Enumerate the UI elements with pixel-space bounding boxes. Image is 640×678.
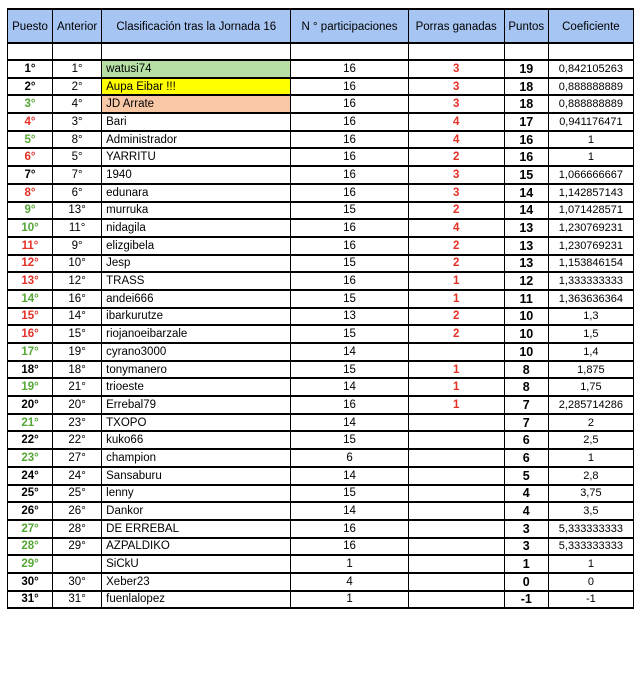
table-row (8, 113, 634, 131)
puntos-cell: 10 (504, 343, 548, 361)
player-name-cell: Bari (102, 113, 291, 131)
puesto-cell: 12° (8, 255, 53, 273)
coeficiente-cell: 1,333333333 (548, 272, 633, 290)
table-row (8, 325, 634, 343)
header-puesto: Puesto (8, 9, 53, 43)
table-row (8, 255, 634, 273)
standings-body (8, 60, 634, 608)
player-name-cell: cyrano3000 (102, 343, 291, 361)
participaciones-cell: 16 (291, 396, 408, 414)
puntos-cell: 6 (504, 431, 548, 449)
table-row (8, 166, 634, 184)
participaciones-cell: 16 (291, 237, 408, 255)
anterior-cell: 1° (53, 60, 102, 78)
coeficiente-cell: 1 (548, 449, 633, 467)
participaciones-cell: 1 (291, 555, 408, 573)
porras-ganadas-cell: 1 (408, 290, 504, 308)
anterior-cell: 14° (53, 308, 102, 326)
puntos-cell: 6 (504, 449, 548, 467)
puntos-cell: 15 (504, 166, 548, 184)
spacer-cell (408, 43, 504, 60)
coeficiente-cell: 0,888888889 (548, 78, 633, 96)
puntos-cell: 13 (504, 219, 548, 237)
puesto-cell: 8° (8, 184, 53, 202)
player-name-cell: TRASS (102, 272, 291, 290)
participaciones-cell: 14 (291, 502, 408, 520)
anterior-cell: 5° (53, 148, 102, 166)
player-name-cell: lenny (102, 485, 291, 503)
coeficiente-cell: 1,142857143 (548, 184, 633, 202)
anterior-cell: 4° (53, 95, 102, 113)
anterior-cell: 29° (53, 538, 102, 556)
puesto-cell: 17° (8, 343, 53, 361)
participaciones-cell: 15 (291, 255, 408, 273)
puntos-cell: 12 (504, 272, 548, 290)
spacer-cell (548, 43, 633, 60)
puesto-cell: 22° (8, 431, 53, 449)
table-row (8, 148, 634, 166)
puntos-cell: 7 (504, 396, 548, 414)
porras-ganadas-cell: 4 (408, 113, 504, 131)
puesto-cell: 2° (8, 78, 53, 96)
puntos-cell: 3 (504, 538, 548, 556)
porras-ganadas-cell: 1 (408, 272, 504, 290)
participaciones-cell: 16 (291, 60, 408, 78)
puesto-cell: 3° (8, 95, 53, 113)
participaciones-cell: 16 (291, 113, 408, 131)
table-row (8, 396, 634, 414)
participaciones-cell: 15 (291, 202, 408, 220)
anterior-cell: 19° (53, 343, 102, 361)
puesto-cell: 20° (8, 396, 53, 414)
porras-ganadas-cell (408, 485, 504, 503)
puesto-cell: 27° (8, 520, 53, 538)
player-name-cell: Dankor (102, 502, 291, 520)
table-row (8, 502, 634, 520)
anterior-cell: 6° (53, 184, 102, 202)
anterior-cell: 12° (53, 272, 102, 290)
spacer-cell (291, 43, 408, 60)
puntos-cell: 13 (504, 237, 548, 255)
spacer-row (8, 43, 634, 60)
header-row (8, 9, 634, 43)
puesto-cell: 15° (8, 308, 53, 326)
porras-ganadas-cell: 3 (408, 60, 504, 78)
anterior-cell: 7° (53, 166, 102, 184)
player-name-cell: Jesp (102, 255, 291, 273)
player-name-cell: riojanoeibarzale (102, 325, 291, 343)
table-row (8, 60, 634, 78)
puesto-cell: 28° (8, 538, 53, 556)
puesto-cell: 11° (8, 237, 53, 255)
anterior-cell: 30° (53, 573, 102, 591)
puntos-cell: 11 (504, 290, 548, 308)
table-row (8, 431, 634, 449)
puesto-cell: 23° (8, 449, 53, 467)
header-coeficiente: Coeficiente (548, 9, 633, 43)
anterior-cell: 24° (53, 467, 102, 485)
table-row (8, 485, 634, 503)
coeficiente-cell: 1,230769231 (548, 237, 633, 255)
coeficiente-cell: 3,5 (548, 502, 633, 520)
porras-ganadas-cell: 2 (408, 237, 504, 255)
table-row (8, 78, 634, 96)
participaciones-cell: 14 (291, 378, 408, 396)
anterior-cell: 22° (53, 431, 102, 449)
puesto-cell: 25° (8, 485, 53, 503)
porras-ganadas-cell: 1 (408, 396, 504, 414)
porras-ganadas-cell (408, 431, 504, 449)
puntos-cell: 3 (504, 520, 548, 538)
anterior-cell: 9° (53, 237, 102, 255)
player-name-cell: JD Arrate (102, 95, 291, 113)
participaciones-cell: 15 (291, 361, 408, 379)
header-porras-ganadas: Porras ganadas (408, 9, 504, 43)
porras-ganadas-cell: 3 (408, 184, 504, 202)
puntos-cell: 7 (504, 414, 548, 432)
table-row (8, 538, 634, 556)
player-name-cell: SiCkU (102, 555, 291, 573)
anterior-cell: 2° (53, 78, 102, 96)
participaciones-cell: 16 (291, 148, 408, 166)
table-row (8, 520, 634, 538)
table-header (8, 9, 634, 60)
player-name-cell: edunara (102, 184, 291, 202)
puntos-cell: 10 (504, 308, 548, 326)
standings-sheet (7, 8, 634, 609)
anterior-cell: 18° (53, 361, 102, 379)
participaciones-cell: 13 (291, 308, 408, 326)
porras-ganadas-cell: 2 (408, 325, 504, 343)
coeficiente-cell: 1 (548, 131, 633, 149)
table-row (8, 290, 634, 308)
puesto-cell: 26° (8, 502, 53, 520)
participaciones-cell: 14 (291, 467, 408, 485)
coeficiente-cell: 1,230769231 (548, 219, 633, 237)
participaciones-cell: 16 (291, 95, 408, 113)
porras-ganadas-cell: 2 (408, 148, 504, 166)
puntos-cell: 16 (504, 148, 548, 166)
puntos-cell: 13 (504, 255, 548, 273)
anterior-cell: 20° (53, 396, 102, 414)
puntos-cell: 0 (504, 573, 548, 591)
puesto-cell: 13° (8, 272, 53, 290)
coeficiente-cell: 1,153846154 (548, 255, 633, 273)
table-row (8, 343, 634, 361)
coeficiente-cell: 2,8 (548, 467, 633, 485)
puesto-cell: 24° (8, 467, 53, 485)
puntos-cell: 14 (504, 184, 548, 202)
coeficiente-cell: 1,4 (548, 343, 633, 361)
table-row (8, 308, 634, 326)
player-name-cell: Administrador (102, 131, 291, 149)
table-row (8, 131, 634, 149)
participaciones-cell: 16 (291, 78, 408, 96)
coeficiente-cell: 5,333333333 (548, 538, 633, 556)
puesto-cell: 1° (8, 60, 53, 78)
puesto-cell: 21° (8, 414, 53, 432)
table-row (8, 95, 634, 113)
coeficiente-cell: 1,3 (548, 308, 633, 326)
puntos-cell: 17 (504, 113, 548, 131)
anterior-cell: 27° (53, 449, 102, 467)
header-clasificacion: Clasificación tras la Jornada 16 (102, 9, 291, 43)
porras-ganadas-cell (408, 502, 504, 520)
coeficiente-cell: 1,363636364 (548, 290, 633, 308)
participaciones-cell: 14 (291, 343, 408, 361)
puntos-cell: 8 (504, 361, 548, 379)
porras-ganadas-cell: 4 (408, 219, 504, 237)
participaciones-cell: 14 (291, 414, 408, 432)
anterior-cell: 10° (53, 255, 102, 273)
table-row (8, 378, 634, 396)
coeficiente-cell: 0 (548, 573, 633, 591)
header-anterior: Anterior (53, 9, 102, 43)
participaciones-cell: 16 (291, 184, 408, 202)
anterior-cell: 28° (53, 520, 102, 538)
player-name-cell: Sansaburu (102, 467, 291, 485)
player-name-cell: champion (102, 449, 291, 467)
participaciones-cell: 15 (291, 485, 408, 503)
table-row (8, 272, 634, 290)
player-name-cell: AZPALDIKO (102, 538, 291, 556)
player-name-cell: DE ERREBAL (102, 520, 291, 538)
puntos-cell: 4 (504, 502, 548, 520)
anterior-cell: 26° (53, 502, 102, 520)
coeficiente-cell: 2 (548, 414, 633, 432)
player-name-cell: kuko66 (102, 431, 291, 449)
table-row (8, 414, 634, 432)
player-name-cell: elizgibela (102, 237, 291, 255)
puntos-cell: 1 (504, 555, 548, 573)
player-name-cell: Xeber23 (102, 573, 291, 591)
porras-ganadas-cell: 4 (408, 131, 504, 149)
anterior-cell: 15° (53, 325, 102, 343)
puesto-cell: 7° (8, 166, 53, 184)
porras-ganadas-cell (408, 343, 504, 361)
table-row (8, 361, 634, 379)
coeficiente-cell: 1,066666667 (548, 166, 633, 184)
table-row (8, 449, 634, 467)
coeficiente-cell: 2,285714286 (548, 396, 633, 414)
anterior-cell: 23° (53, 414, 102, 432)
player-name-cell: watusi74 (102, 60, 291, 78)
coeficiente-cell: 5,333333333 (548, 520, 633, 538)
anterior-cell: 21° (53, 378, 102, 396)
puesto-cell: 14° (8, 290, 53, 308)
porras-ganadas-cell: 3 (408, 166, 504, 184)
porras-ganadas-cell (408, 573, 504, 591)
anterior-cell: 13° (53, 202, 102, 220)
coeficiente-cell: 1 (548, 148, 633, 166)
coeficiente-cell: 2,5 (548, 431, 633, 449)
coeficiente-cell: 0,888888889 (548, 95, 633, 113)
puesto-cell: 9° (8, 202, 53, 220)
porras-ganadas-cell: 3 (408, 78, 504, 96)
spacer-cell (53, 43, 102, 60)
player-name-cell: TXOPO (102, 414, 291, 432)
spacer-cell (102, 43, 291, 60)
coeficiente-cell: 1 (548, 555, 633, 573)
participaciones-cell: 15 (291, 325, 408, 343)
puesto-cell: 30° (8, 573, 53, 591)
puesto-cell: 10° (8, 219, 53, 237)
puntos-cell: 16 (504, 131, 548, 149)
player-name-cell: ibarkurutze (102, 308, 291, 326)
coeficiente-cell: 0,941176471 (548, 113, 633, 131)
table-row (8, 184, 634, 202)
participaciones-cell: 1 (291, 591, 408, 609)
puntos-cell: 5 (504, 467, 548, 485)
puesto-cell: 16° (8, 325, 53, 343)
porras-ganadas-cell (408, 538, 504, 556)
puesto-cell: 6° (8, 148, 53, 166)
puesto-cell: 4° (8, 113, 53, 131)
player-name-cell: YARRITU (102, 148, 291, 166)
porras-ganadas-cell (408, 591, 504, 609)
porras-ganadas-cell (408, 555, 504, 573)
coeficiente-cell: 3,75 (548, 485, 633, 503)
porras-ganadas-cell (408, 520, 504, 538)
puntos-cell: 19 (504, 60, 548, 78)
porras-ganadas-cell: 2 (408, 202, 504, 220)
player-name-cell: trioeste (102, 378, 291, 396)
table-row (8, 237, 634, 255)
porras-ganadas-cell: 1 (408, 378, 504, 396)
puntos-cell: 18 (504, 78, 548, 96)
participaciones-cell: 6 (291, 449, 408, 467)
puesto-cell: 19° (8, 378, 53, 396)
participaciones-cell: 15 (291, 431, 408, 449)
participaciones-cell: 16 (291, 219, 408, 237)
spacer-cell (504, 43, 548, 60)
anterior-cell: 11° (53, 219, 102, 237)
puntos-cell: -1 (504, 591, 548, 609)
participaciones-cell: 16 (291, 520, 408, 538)
puesto-cell: 31° (8, 591, 53, 609)
anterior-cell: 25° (53, 485, 102, 503)
player-name-cell: andei666 (102, 290, 291, 308)
porras-ganadas-cell: 2 (408, 308, 504, 326)
header-participaciones: N ° participaciones (291, 9, 408, 43)
table-row (8, 467, 634, 485)
table-row (8, 573, 634, 591)
player-name-cell: fuenlalopez (102, 591, 291, 609)
coeficiente-cell: -1 (548, 591, 633, 609)
puntos-cell: 14 (504, 202, 548, 220)
table-row (8, 219, 634, 237)
player-name-cell: nidagila (102, 219, 291, 237)
anterior-cell: 16° (53, 290, 102, 308)
player-name-cell: Errebal79 (102, 396, 291, 414)
coeficiente-cell: 1,5 (548, 325, 633, 343)
anterior-cell: 31° (53, 591, 102, 609)
participaciones-cell: 4 (291, 573, 408, 591)
header-puntos: Puntos (504, 9, 548, 43)
spacer-cell (8, 43, 53, 60)
porras-ganadas-cell (408, 414, 504, 432)
coeficiente-cell: 1,875 (548, 361, 633, 379)
participaciones-cell: 15 (291, 290, 408, 308)
table-row (8, 202, 634, 220)
porras-ganadas-cell: 3 (408, 95, 504, 113)
puntos-cell: 8 (504, 378, 548, 396)
porras-ganadas-cell: 1 (408, 361, 504, 379)
coeficiente-cell: 1,071428571 (548, 202, 633, 220)
table-row (8, 555, 634, 573)
puesto-cell: 5° (8, 131, 53, 149)
puesto-cell: 18° (8, 361, 53, 379)
table-row (8, 591, 634, 609)
puntos-cell: 10 (504, 325, 548, 343)
anterior-cell: 3° (53, 113, 102, 131)
player-name-cell: 1940 (102, 166, 291, 184)
coeficiente-cell: 0,842105263 (548, 60, 633, 78)
porras-ganadas-cell (408, 449, 504, 467)
anterior-cell (53, 555, 102, 573)
puesto-cell: 29° (8, 555, 53, 573)
porras-ganadas-cell (408, 467, 504, 485)
player-name-cell: tonymanero (102, 361, 291, 379)
participaciones-cell: 16 (291, 538, 408, 556)
participaciones-cell: 16 (291, 166, 408, 184)
puntos-cell: 18 (504, 95, 548, 113)
standings-table (7, 8, 634, 609)
coeficiente-cell: 1,75 (548, 378, 633, 396)
player-name-cell: Aupa Eibar !!! (102, 78, 291, 96)
player-name-cell: murruka (102, 202, 291, 220)
anterior-cell: 8° (53, 131, 102, 149)
porras-ganadas-cell: 2 (408, 255, 504, 273)
participaciones-cell: 16 (291, 272, 408, 290)
participaciones-cell: 16 (291, 131, 408, 149)
puntos-cell: 4 (504, 485, 548, 503)
